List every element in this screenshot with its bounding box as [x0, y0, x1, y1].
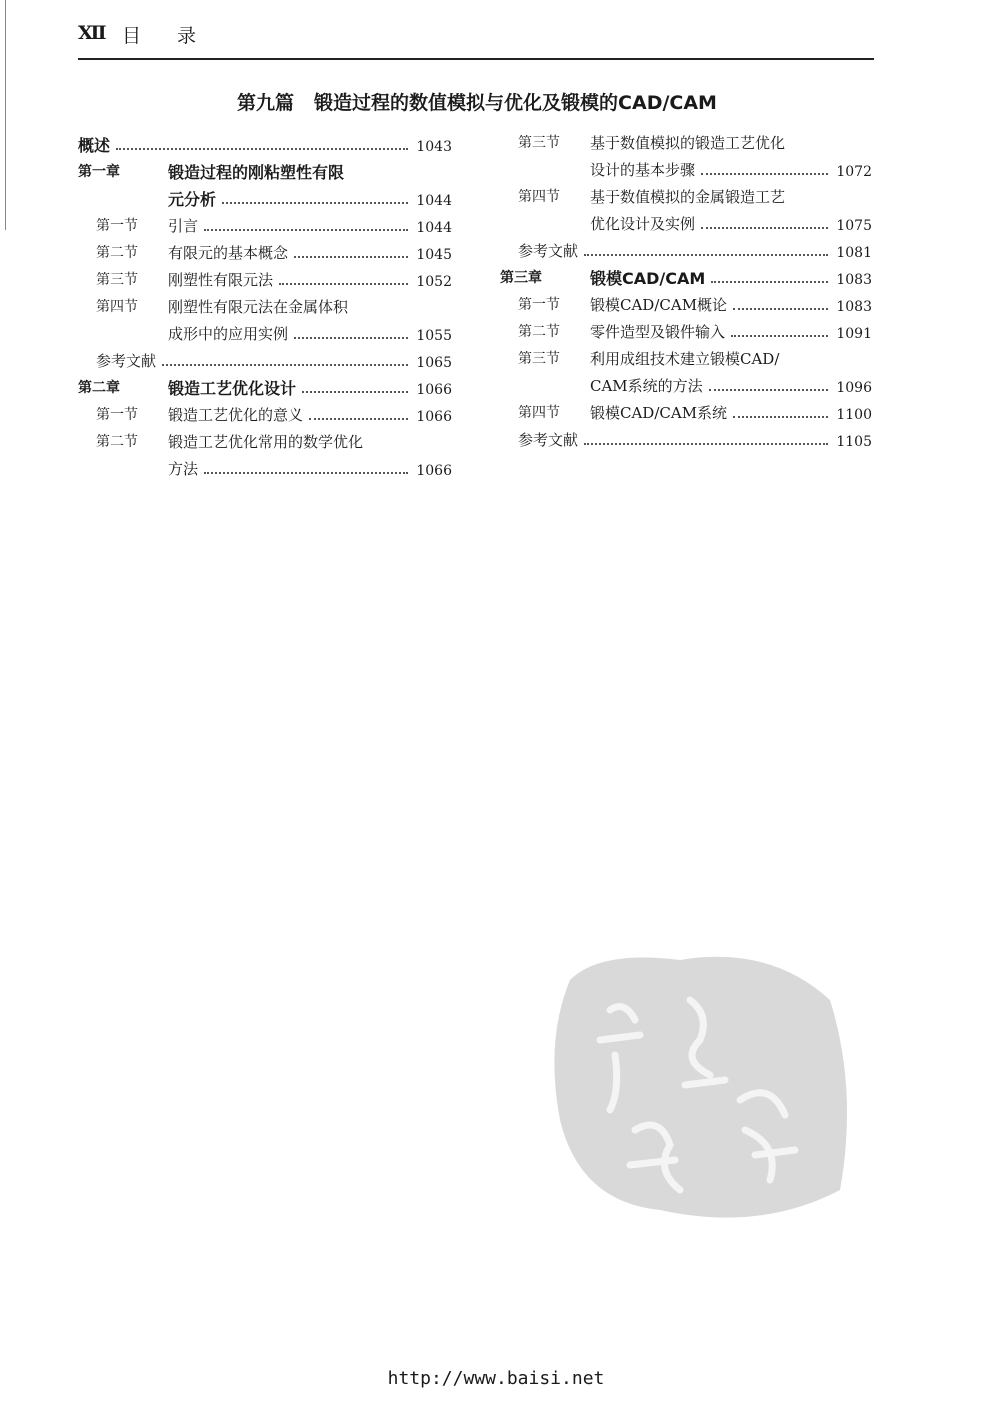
dot-leader [701, 173, 828, 175]
section-title: 基于数值模拟的金属锻造工艺 [590, 188, 786, 206]
chapter-title: 锻造过程的刚粘塑性有限 [168, 163, 345, 182]
page-number: 1066 [416, 463, 452, 479]
toc-entry [78, 294, 452, 321]
section-title-cont: 优化设计及实例 [590, 215, 696, 233]
page-number: 1043 [416, 139, 452, 155]
page-number: 1044 [416, 193, 452, 209]
toc-entry [78, 348, 452, 375]
toc-entry [78, 375, 452, 402]
dot-leader [204, 472, 408, 474]
section-number: 第四节 [518, 405, 560, 421]
footer-url: http://www.baisi.net [387, 1368, 605, 1389]
section-title: 有限元的基本概念 [168, 244, 289, 262]
page-number: 1081 [836, 245, 872, 261]
references-label: 参考文献 [518, 431, 579, 449]
page-number: 1091 [836, 326, 872, 342]
seal-stamp-image [540, 940, 860, 1240]
section-number: 第三节 [518, 135, 560, 151]
dot-leader [709, 389, 828, 391]
toc-entry [500, 400, 872, 427]
page-number: 1100 [836, 407, 872, 423]
page-number: 1105 [836, 434, 872, 450]
section-title-cont: 成形中的应用实例 [168, 325, 289, 343]
toc-entry [78, 240, 452, 267]
section-title: 基于数值模拟的锻造工艺优化 [590, 134, 786, 152]
section-number: 第四节 [96, 299, 138, 315]
dot-leader [731, 335, 828, 337]
toc-entry [78, 456, 452, 483]
section-title: 零件造型及锻件输入 [590, 323, 726, 341]
page-number: 1065 [416, 355, 452, 371]
dot-leader [302, 391, 408, 393]
toc-entry [500, 292, 872, 319]
page-number: 1075 [836, 218, 872, 234]
page-number: 1055 [416, 328, 452, 344]
page-number: 1066 [416, 409, 452, 425]
section-title: 引言 [168, 217, 199, 235]
page-header [78, 20, 874, 60]
toc-entry [78, 213, 452, 240]
page-number: 1072 [836, 164, 872, 180]
chapter-title-cont: 元分析 [168, 190, 217, 209]
page-number: 1045 [416, 247, 452, 263]
section-number: 第二节 [96, 434, 138, 450]
toc-entry [500, 130, 872, 157]
dot-leader [733, 416, 828, 418]
chapter-title: 锻造工艺优化设计 [168, 379, 297, 398]
section-number: 第三节 [96, 272, 138, 288]
toc-entry [500, 265, 872, 292]
section-title: 利用成组技术建立锻模CAD/ [590, 350, 780, 368]
toc-entry [78, 429, 452, 456]
page-number: 1044 [416, 220, 452, 236]
overview-label: 概述 [78, 136, 111, 155]
toc-entry [500, 373, 872, 400]
dot-leader [294, 256, 408, 258]
dot-leader [584, 443, 828, 445]
dot-leader [162, 364, 408, 366]
section-number: 第二节 [96, 245, 138, 261]
section-number: 第三节 [518, 351, 560, 367]
toc-entry [500, 346, 872, 373]
toc-entry [78, 321, 452, 348]
section-title-cont: 方法 [168, 460, 199, 478]
dot-leader [733, 308, 828, 310]
section-title: 锻模CAD/CAM概论 [590, 296, 728, 314]
dot-leader [701, 227, 828, 229]
dot-leader [584, 254, 828, 256]
section-number: 第一节 [518, 297, 560, 313]
section-title: 锻造工艺优化常用的数学优化 [168, 433, 364, 451]
references-label: 参考文献 [518, 242, 579, 260]
section-title-cont: CAM系统的方法 [590, 377, 703, 395]
page-number: 1083 [836, 299, 872, 315]
section-title: 锻模CAD/CAM系统 [590, 404, 728, 422]
dot-leader [222, 202, 408, 204]
part-title [0, 88, 954, 115]
page-number: 1052 [416, 274, 452, 290]
dot-leader [294, 337, 408, 339]
toc-entry [78, 402, 452, 429]
chapter-title: 锻模CAD/CAM [590, 269, 706, 288]
page-number: 1096 [836, 380, 872, 396]
toc-left-column [78, 132, 452, 483]
toc-entry [500, 157, 872, 184]
section-title: 锻造工艺优化的意义 [168, 406, 304, 424]
toc-entry [500, 319, 872, 346]
toc-entry [78, 159, 452, 186]
running-title: 目 录 [122, 25, 197, 47]
part-name: 锻造过程的数值模拟与优化及锻模的CAD/CAM [314, 92, 717, 114]
section-number: 第一节 [96, 407, 138, 423]
toc-right-column [500, 130, 872, 454]
dot-leader [279, 283, 408, 285]
toc-entry [500, 184, 872, 211]
references-label: 参考文献 [96, 352, 157, 370]
toc-entry [78, 267, 452, 294]
part-number: 第九篇 [237, 92, 295, 114]
dot-leader [711, 281, 828, 283]
page-number: 1066 [416, 382, 452, 398]
chapter-number: 第三章 [500, 270, 542, 286]
dot-leader [204, 229, 408, 231]
section-number: 第四节 [518, 189, 560, 205]
section-title: 刚塑性有限元法在金属体积 [168, 298, 349, 316]
section-number: 第一节 [96, 218, 138, 234]
toc-entry [500, 211, 872, 238]
page-number: 1083 [836, 272, 872, 288]
toc-entry [78, 186, 452, 213]
page-margin-line [5, 0, 6, 230]
chapter-number: 第二章 [78, 380, 120, 396]
section-title: 刚塑性有限元法 [168, 271, 274, 289]
section-title-cont: 设计的基本步骤 [590, 161, 696, 179]
toc-entry [500, 427, 872, 454]
dot-leader [116, 148, 408, 150]
dot-leader [309, 418, 408, 420]
section-number: 第二节 [518, 324, 560, 340]
page-number-roman: Ⅻ [78, 22, 106, 44]
toc-entry [500, 238, 872, 265]
chapter-number: 第一章 [78, 164, 120, 180]
toc-entry [78, 132, 452, 159]
